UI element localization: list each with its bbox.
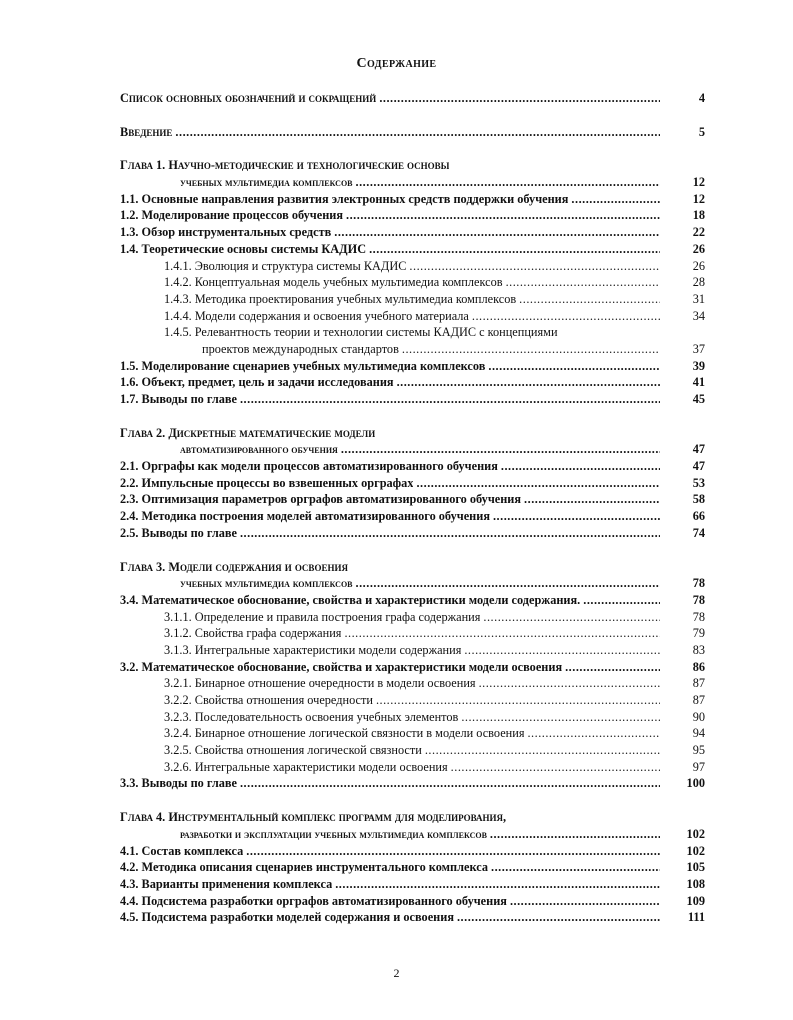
toc-entry-page: 97 (692, 759, 705, 774)
toc-entry[interactable] (120, 207, 705, 224)
toc-leader-dots (483, 609, 660, 626)
toc-leader-dots (335, 876, 660, 893)
toc-entry[interactable] (120, 441, 705, 458)
toc-entry-label: 1.4.4. Модели содержания и освоения учебного материала (164, 308, 469, 323)
section-gap (120, 542, 705, 559)
toc-entry-page: 18 (692, 208, 705, 223)
toc-entry-page: 47 (692, 442, 705, 457)
toc-leader-dots (356, 174, 660, 191)
toc-entry-label: 1.5. Моделирование сценариев учебных мультимедиа комплексов (120, 358, 486, 373)
toc-entry[interactable] (120, 458, 705, 475)
toc-entry[interactable] (120, 893, 705, 910)
toc-leader-dots (246, 843, 660, 860)
toc-entry-label: 3.1.3. Интегральные характеристики модели содержания (164, 642, 462, 657)
toc-leader-dots (240, 525, 660, 542)
toc-entry[interactable] (120, 241, 705, 258)
toc-entry-page: 105 (686, 860, 705, 875)
toc-entry[interactable] (120, 692, 705, 709)
toc-entry[interactable] (120, 124, 705, 141)
section-gap (120, 107, 705, 124)
toc-leader-dots (488, 358, 660, 375)
toc-entry[interactable] (120, 559, 705, 576)
toc-entry-page: 37 (692, 341, 705, 356)
toc-entry[interactable] (120, 775, 705, 792)
toc-entry-label: 3.4. Математическое обоснование, свойства и характеристики модели содержания. (120, 592, 581, 607)
toc-entry-page: 28 (692, 275, 705, 290)
toc-entry-page: 53 (692, 475, 705, 490)
toc-entry-page: 95 (692, 743, 705, 758)
toc-entry[interactable] (120, 324, 705, 341)
toc-leader-dots (346, 207, 660, 224)
toc-leader-dots (493, 508, 660, 525)
section-gap (120, 408, 705, 425)
toc-entry-page: 94 (692, 726, 705, 741)
toc-entry-label: 2.1. Орграфы как модели процессов автоматизированного обучения (120, 459, 498, 474)
toc-entry-label: 3.2.2. Свойства отношения очередности (164, 693, 373, 707)
toc-entry[interactable] (120, 525, 705, 542)
toc-entry-label: учебных мультимедиа комплексов (180, 578, 353, 591)
toc-entry[interactable] (120, 491, 705, 508)
toc-entry-page: 66 (692, 509, 705, 524)
toc-leader-dots (334, 224, 660, 241)
toc-entry-page: 26 (692, 258, 705, 273)
toc-entry[interactable] (120, 358, 705, 375)
toc-entry[interactable] (120, 742, 705, 759)
toc-entry-page: 26 (692, 241, 705, 256)
toc-entry-label: Список основных обозначений и сокращений (120, 91, 377, 105)
toc-entry-label: Глава 4. Инструментальный комплекс программ для моделирования, (120, 810, 507, 825)
toc-entry[interactable] (120, 425, 705, 442)
toc-entry[interactable] (120, 157, 705, 174)
toc-entry-label: 2.4. Методика построения моделей автоматизированного обучения (120, 509, 490, 524)
toc-entry-page: 90 (692, 709, 705, 724)
toc-entry-label: Глава 3. Модели содержания и освоения (120, 559, 348, 574)
section-gap (120, 792, 705, 809)
toc-entry[interactable] (120, 876, 705, 893)
toc-leader-dots (451, 759, 660, 776)
toc-entry-label: 1.4.3. Методика проектирования учебных мультимедиа комплексов (164, 291, 517, 306)
toc-entry-label: 4.5. Подсистема разработки моделей содержания и освоения (120, 910, 454, 925)
toc-entry[interactable] (120, 625, 705, 642)
toc-leader-dots (369, 241, 660, 258)
toc-entry-label: 1.6. Объект, предмет, цель и задачи исследования (120, 375, 394, 390)
toc-entry-label: учебных мультимедиа комплексов (180, 177, 353, 190)
toc-entry-label: 3.2.5. Свойства отношения логической связности (164, 743, 422, 758)
toc-entry[interactable] (120, 859, 705, 876)
toc-entry-page: 111 (687, 910, 705, 925)
toc-leader-dots (402, 341, 660, 358)
toc-entry[interactable] (120, 274, 705, 291)
page-title: Содержание (356, 56, 437, 71)
toc-entry-label: 3.1.1. Определение и правила построения графа содержания (164, 609, 481, 624)
toc-entry-label: 3.2.6. Интегральные характеристики модели освоения (164, 759, 448, 774)
toc-entry-label: Глава 1. Научно-методические и технологические основы (120, 158, 450, 173)
toc-entry-label: 4.4. Подсистема разработки орграфов автоматизированного обучения (120, 893, 507, 908)
toc-entry-label: 3.2. Математическое обоснование, свойства и характеристики модели освоения (120, 659, 563, 674)
toc-entry[interactable] (120, 609, 705, 626)
toc-entry[interactable] (120, 843, 705, 860)
toc-leader-dots (341, 441, 660, 458)
toc-entry-page: 31 (692, 291, 705, 306)
toc-entry[interactable] (120, 675, 705, 692)
toc-entry-label: 3.2.1. Бинарное отношение очередности в модели освоения (164, 676, 476, 691)
toc-leader-dots (464, 642, 660, 659)
toc-entry[interactable] (120, 391, 705, 408)
toc-entry-page: 41 (692, 375, 705, 390)
toc-leader-dots (416, 475, 660, 492)
toc-entry-label: 4.3. Варианты применения комплекса (120, 876, 333, 891)
toc-leader-dots (457, 909, 660, 926)
toc-entry-label: 2.2. Импульсные процессы во взвешенных орграфах (120, 475, 414, 490)
toc-entry[interactable] (120, 759, 705, 776)
toc-entry-page: 87 (692, 693, 705, 707)
toc-leader-dots (490, 826, 660, 843)
toc-entry-label: 4.1. Состав комплекса (120, 843, 244, 858)
toc-leader-dots (527, 725, 660, 742)
toc-leader-dots (571, 191, 660, 208)
toc-leader-dots (425, 742, 660, 759)
toc-entry-label: 4.2. Методика описания сценариев инструментального комплекса (120, 860, 488, 875)
toc-leader-dots (583, 592, 660, 609)
toc-leader-dots (479, 675, 660, 692)
toc-entry-label: автоматизированного обучения (180, 444, 338, 457)
toc-entry-page: 45 (692, 392, 705, 406)
toc-entry-label: 1.7. Выводы по главе (120, 392, 237, 406)
toc-entry-page: 39 (692, 358, 705, 373)
toc-leader-dots (519, 291, 660, 308)
toc-entry-page: 74 (692, 525, 705, 540)
toc-entry[interactable] (120, 191, 705, 208)
toc-entry-label: 2.5. Выводы по главе (120, 525, 237, 540)
toc-entry-page: 5 (698, 124, 705, 139)
toc-entry-label: разработки и эксплуатации учебных мультимедиа комплексов (180, 828, 487, 841)
toc-entry[interactable] (120, 575, 705, 592)
toc-entry-page: 78 (692, 592, 705, 607)
toc-entry[interactable] (120, 475, 705, 492)
toc-entry-page: 102 (686, 843, 705, 858)
toc-entry-page: 86 (692, 659, 705, 674)
toc-entry-label: 3.3. Выводы по главе (120, 776, 237, 791)
toc-entry[interactable] (120, 725, 705, 742)
toc-entry-label: Введение (120, 124, 173, 139)
toc-entry-label: 3.1.2. Свойства графа содержания (164, 626, 342, 641)
toc-leader-dots (506, 274, 660, 291)
toc-leader-dots (356, 575, 660, 592)
toc-entry-label: 1.4. Теоретические основы системы КАДИС (120, 241, 367, 256)
toc-entry-label: 1.4.5. Релевантность теории и технологии системы КАДИС с концепциями (164, 325, 558, 340)
toc-entry[interactable] (120, 642, 705, 659)
toc-leader-dots (397, 374, 660, 391)
toc-entry-page: 83 (692, 642, 705, 657)
page-number: 2 (393, 966, 400, 980)
toc-entry[interactable] (120, 90, 705, 107)
toc-leader-dots (524, 491, 660, 508)
toc-entry-page: 108 (686, 876, 705, 891)
toc-entry-page: 12 (692, 191, 705, 206)
toc-leader-dots (409, 258, 660, 275)
toc-entry-page: 87 (692, 676, 705, 691)
toc-leader-dots (240, 391, 660, 408)
toc-entry[interactable] (120, 826, 705, 843)
toc-entry-page: 78 (692, 609, 705, 624)
toc-leader-dots (240, 775, 660, 792)
toc-entry[interactable] (120, 809, 705, 826)
toc-entry-page: 4 (698, 91, 705, 105)
toc-entry[interactable] (120, 174, 705, 191)
toc-leader-dots (376, 692, 660, 709)
toc-entry-page: 79 (692, 626, 705, 641)
toc-entry-page: 34 (692, 308, 705, 323)
section-gap (120, 140, 705, 157)
toc-leader-dots (491, 859, 660, 876)
toc-entry-label: 1.3. Обзор инструментальных средств (120, 225, 332, 240)
toc-entry-label: 1.1. Основные направления развития электронных средств поддержки обучения (120, 191, 569, 206)
toc-entry[interactable] (120, 508, 705, 525)
toc-entry-page: 102 (686, 826, 705, 841)
toc-leader-dots (565, 659, 660, 676)
toc-entry-label: 3.2.4. Бинарное отношение логической связности в модели освоения (164, 726, 525, 741)
toc-leader-dots (344, 625, 660, 642)
toc-entry-page: 12 (692, 175, 705, 190)
toc-entry-label: 3.2.3. Последовательность освоения учебных элементов (164, 709, 459, 724)
toc-leader-dots (175, 124, 660, 141)
toc-entry[interactable] (120, 308, 705, 325)
toc-entry-page: 109 (686, 893, 705, 908)
toc-entry[interactable] (120, 659, 705, 676)
toc-entry[interactable] (120, 709, 705, 726)
toc-entry[interactable] (120, 258, 705, 275)
toc-entry[interactable] (120, 592, 705, 609)
toc-entry-label: 1.4.1. Эволюция и структура системы КАДИС (164, 258, 407, 273)
toc-leader-dots (461, 709, 660, 726)
toc-leader-dots (472, 308, 660, 325)
table-of-contents (120, 90, 705, 926)
toc-entry[interactable] (120, 341, 705, 358)
toc-entry-page: 58 (692, 492, 705, 507)
toc-entry-label: 1.2. Моделирование процессов обучения (120, 208, 344, 223)
toc-leader-dots (510, 893, 660, 910)
toc-leader-dots (379, 90, 660, 107)
toc-entry-page: 100 (686, 776, 705, 791)
toc-entry-label: проектов международных стандартов (202, 341, 399, 356)
toc-entry[interactable] (120, 374, 705, 391)
toc-entry[interactable] (120, 224, 705, 241)
toc-entry-page: 22 (692, 225, 705, 240)
toc-entry-page: 47 (692, 459, 705, 474)
toc-entry-label: 1.4.2. Концептуальная модель учебных мультимедиа комплексов (164, 275, 503, 290)
toc-entry[interactable] (120, 909, 705, 926)
toc-entry-page: 78 (692, 576, 705, 591)
toc-entry[interactable] (120, 291, 705, 308)
toc-entry-label: 2.3. Оптимизация параметров орграфов автоматизированного обучения (120, 492, 522, 507)
toc-entry-label: Глава 2. Дискретные математические модели (120, 425, 376, 440)
toc-leader-dots (501, 458, 660, 475)
